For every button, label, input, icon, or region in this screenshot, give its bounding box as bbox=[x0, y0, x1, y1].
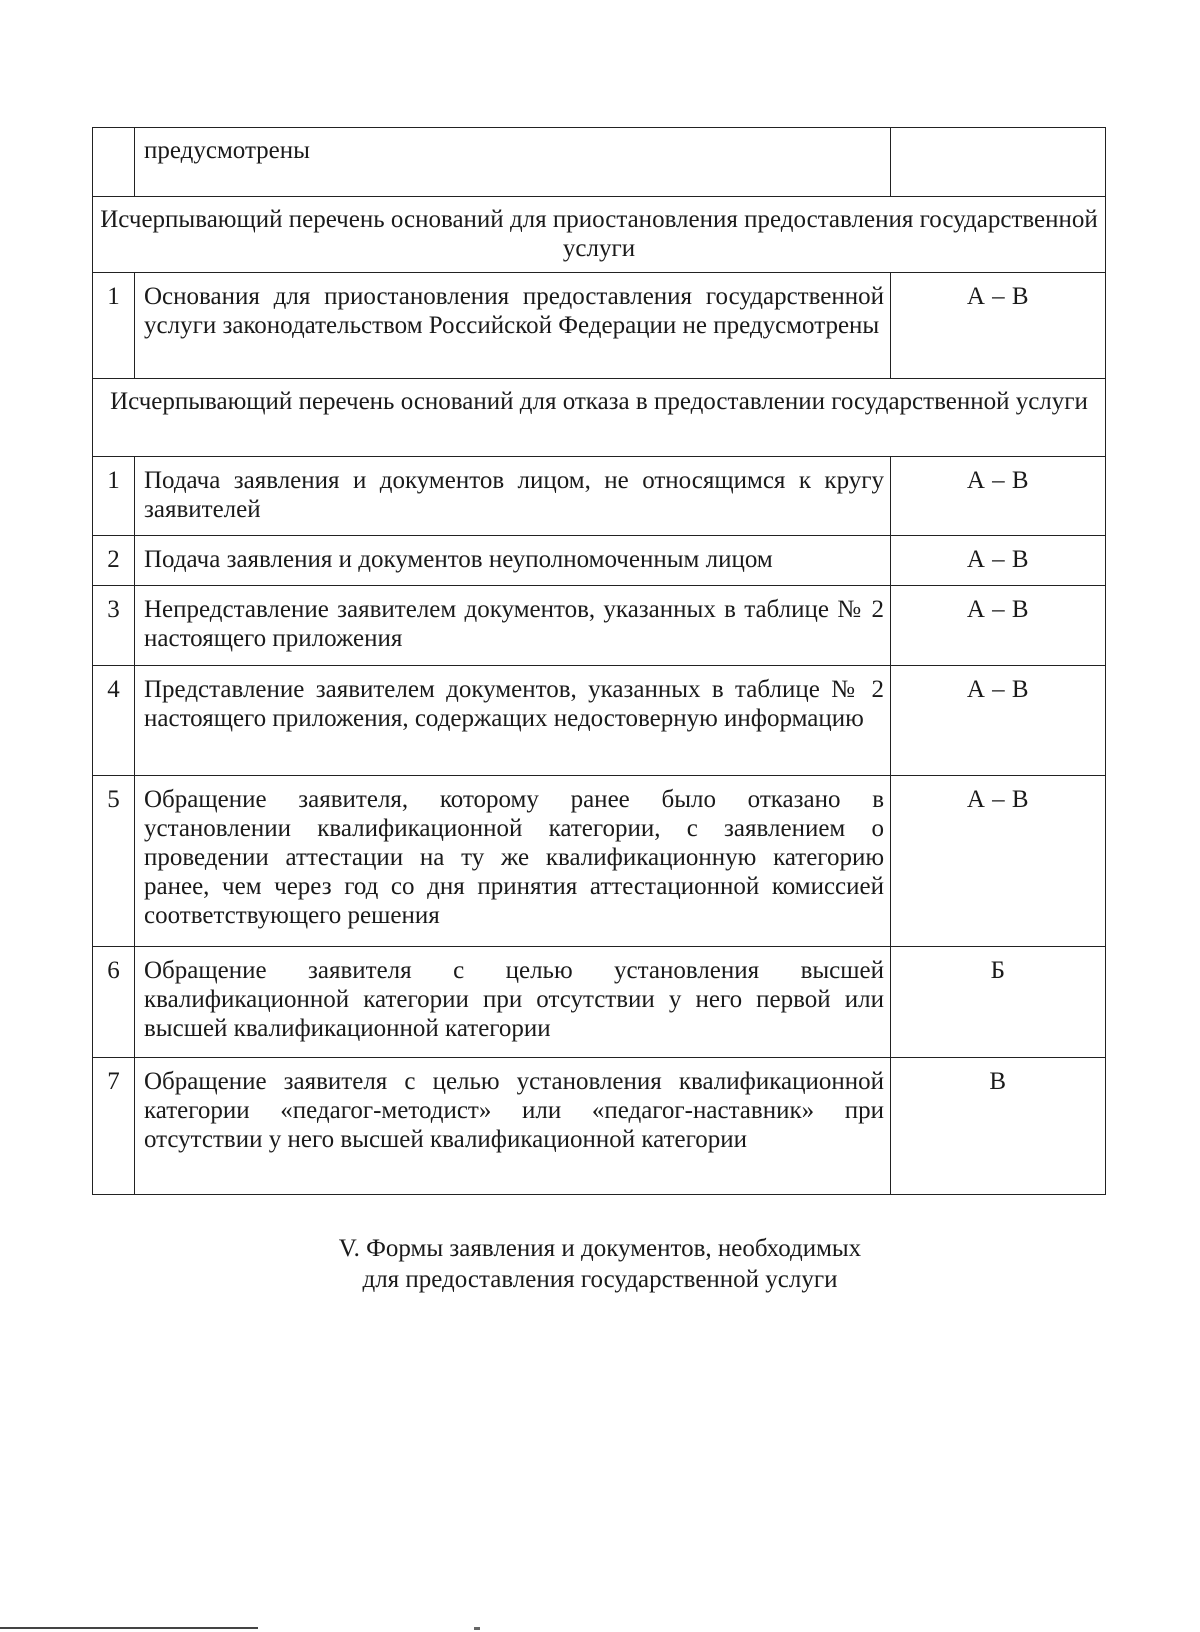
row-category-cell: А – В bbox=[891, 666, 1106, 776]
section-heading-suspension: Исчерпывающий перечень оснований для приостановления предоставления государственной услуги bbox=[93, 197, 1106, 273]
row-text-cell: Представление заявителем документов, указанных в таблице № 2 настоящего приложения, содержащих недостоверную информацию bbox=[135, 666, 891, 776]
table-row bbox=[93, 1058, 1106, 1195]
table-row bbox=[93, 947, 1106, 1058]
row-number-cell: 3 bbox=[93, 586, 135, 666]
row-text-cell: Обращение заявителя, которому ранее было отказано в установлении квалификационной категории, с заявлением о проведении аттестации на ту же квалификационную категорию ранее, чем через год со дня принятия аттестационной комиссией соответствующего решения bbox=[135, 776, 891, 947]
row-number-cell: 7 bbox=[93, 1058, 135, 1195]
row-text-cell: Подача заявления и документов неуполномоченным лицом bbox=[135, 536, 891, 586]
row-number-cell bbox=[93, 128, 135, 197]
row-category-cell: Б bbox=[891, 947, 1106, 1058]
scan-edge-line bbox=[0, 1627, 258, 1629]
row-number-cell: 6 bbox=[93, 947, 135, 1058]
table-row bbox=[93, 273, 1106, 379]
row-category-cell: А – В bbox=[891, 536, 1106, 586]
row-text-cell: предусмотрены bbox=[135, 128, 891, 197]
row-number-cell: 1 bbox=[93, 457, 135, 536]
table-row bbox=[93, 776, 1106, 947]
row-category-cell: А – В bbox=[891, 273, 1106, 379]
table-row bbox=[93, 586, 1106, 666]
row-category-cell: А – В bbox=[891, 586, 1106, 666]
row-category-cell: А – В bbox=[891, 776, 1106, 947]
row-category-cell: А – В bbox=[891, 457, 1106, 536]
row-text-cell: Обращение заявителя с целью установления квалификационной категории «педагог-методист» или «педагог-наставник» при отсутствии у него высшей квалификационной категории bbox=[135, 1058, 891, 1195]
requirements-table bbox=[92, 127, 1106, 1195]
row-category-cell bbox=[891, 128, 1106, 197]
row-text-cell: Подача заявления и документов лицом, не относящимся к кругу заявителей bbox=[135, 457, 891, 536]
table-row bbox=[93, 536, 1106, 586]
row-number-cell: 4 bbox=[93, 666, 135, 776]
scan-edge-mark bbox=[474, 1627, 480, 1630]
table-row-continuation bbox=[93, 128, 1106, 197]
section-v-heading bbox=[0, 1233, 1200, 1295]
section-heading-row bbox=[93, 197, 1106, 273]
row-category-cell: В bbox=[891, 1058, 1106, 1195]
table-row bbox=[93, 666, 1106, 776]
row-number-cell: 5 bbox=[93, 776, 135, 947]
section-v-heading-line-1: V. Формы заявления и документов, необходимых bbox=[338, 1235, 862, 1262]
section-heading-refusal: Исчерпывающий перечень оснований для отказа в предоставлении государственной услуги bbox=[93, 379, 1106, 457]
row-number-cell: 2 bbox=[93, 536, 135, 586]
section-heading-row bbox=[93, 379, 1106, 457]
section-v-heading-line-2: для предоставления государственной услуги bbox=[362, 1266, 838, 1293]
row-text-cell: Обращение заявителя с целью установления высшей квалификационной категории при отсутствии у него первой или высшей квалификационной категории bbox=[135, 947, 891, 1058]
row-text-cell: Основания для приостановления предоставления государственной услуги законодательством Российской Федерации не предусмотрены bbox=[135, 273, 891, 379]
row-number-cell: 1 bbox=[93, 273, 135, 379]
row-text-cell: Непредставление заявителем документов, указанных в таблице № 2 настоящего приложения bbox=[135, 586, 891, 666]
table-row bbox=[93, 457, 1106, 536]
